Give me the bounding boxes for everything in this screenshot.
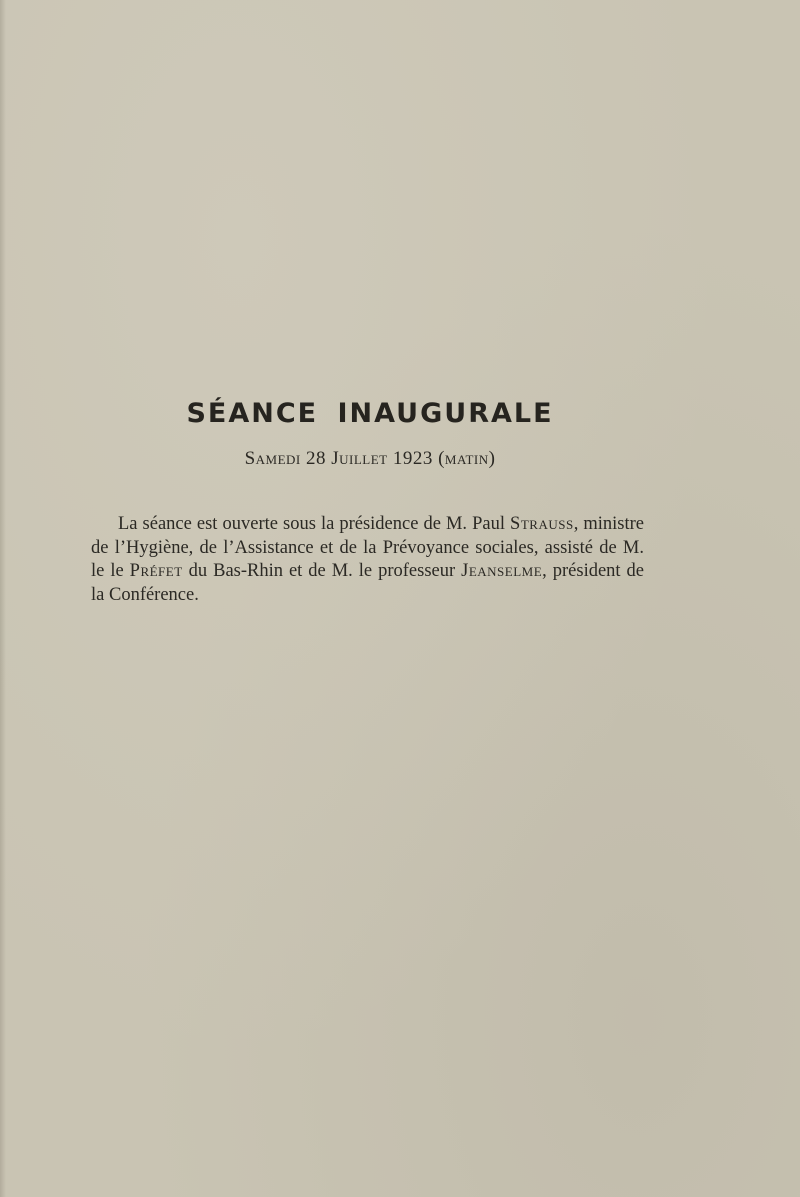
name-jeanselme: Jeanselme xyxy=(461,561,543,582)
text-segment: , président de la Conférence. xyxy=(91,561,644,605)
text-segment: La séance est ouverte sous la présidence de M. Paul xyxy=(118,514,511,534)
page-edge-shadow xyxy=(0,0,6,1197)
paragraph-text xyxy=(91,513,644,607)
name-prefet: Préfet xyxy=(129,561,183,582)
session-date: Samedi 28 Juillet 1923 (matin) xyxy=(244,448,496,469)
page-title: SÉANCE INAUGURALE xyxy=(186,398,554,429)
name-strauss: Strauss xyxy=(510,514,574,534)
opening-paragraph xyxy=(91,513,644,607)
text-segment: , ministre de l’Hygiène, de l’Assistance et de la Prévoyance sociales, assisté de M. le le xyxy=(91,514,644,582)
text-segment: du Bas-Rhin et de M. le professeur xyxy=(182,561,462,582)
